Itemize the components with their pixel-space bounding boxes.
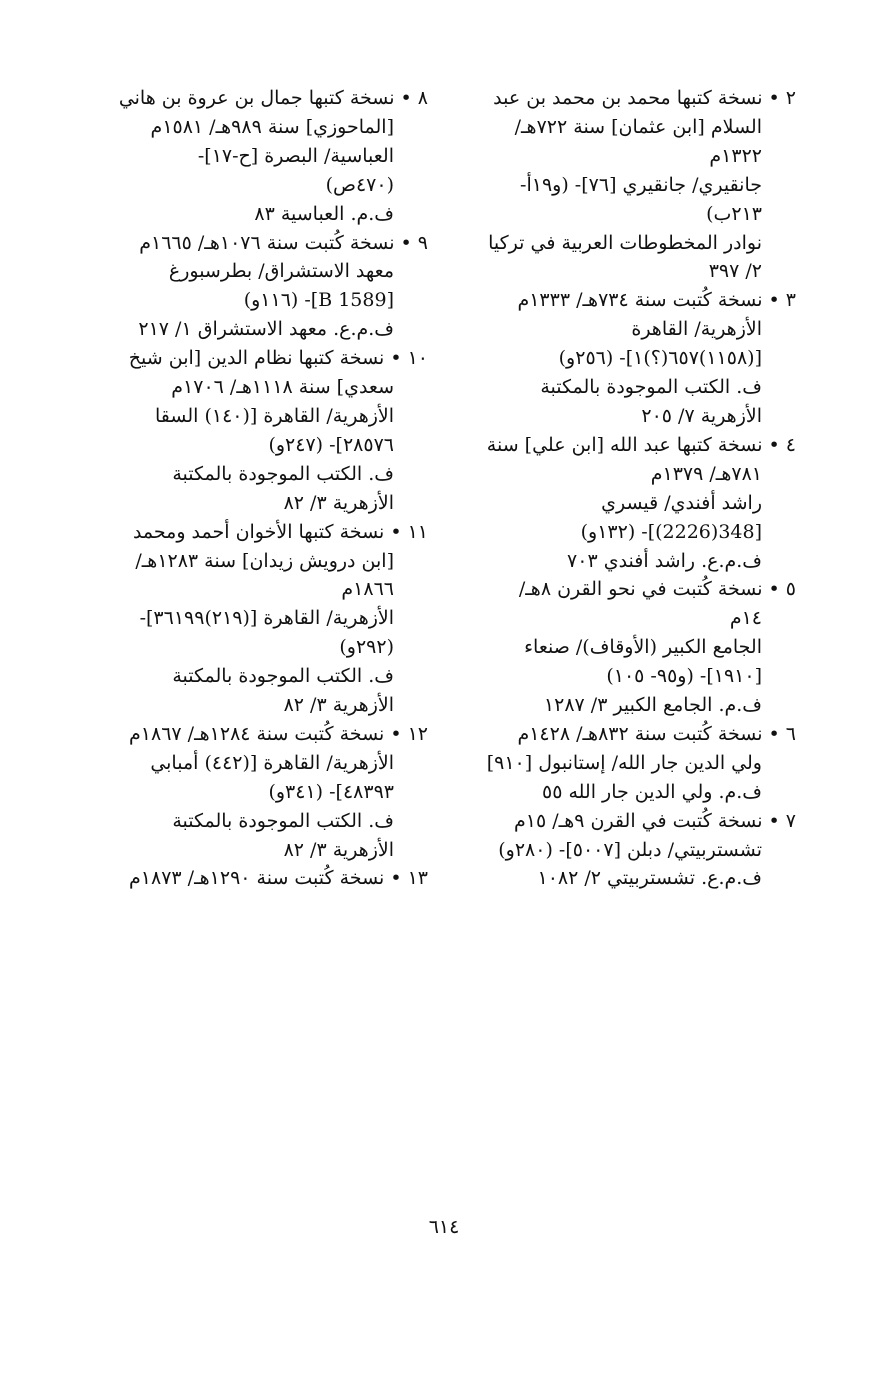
entry-first-line xyxy=(446,84,796,113)
entry-number: ٦ xyxy=(785,722,796,745)
entry-first-line xyxy=(66,344,428,373)
entry-first-line xyxy=(446,575,796,604)
entry-line: [١٩١٠]- (و٩٥- ١٠٥) xyxy=(606,665,762,688)
entry-line: [(١١٥٨)٦٥٧(؟)١]- (٢٥٦و) xyxy=(558,347,762,370)
manuscript-entry xyxy=(66,864,428,893)
entry-first-line xyxy=(446,807,796,836)
entry-number: ١٠ xyxy=(407,347,428,370)
entry-line: الأزهرية/ القاهرة xyxy=(631,318,762,341)
entry-line: ١٤م xyxy=(729,607,762,630)
entry-text: نسخة كُتبت سنة ٧٣٤هـ/ ١٣٣٣م xyxy=(517,289,763,312)
entry-text: نسخة كُتبت سنة ١٠٧٦هـ/ ١٦٦٥م xyxy=(139,231,395,254)
entry-number: ٨ xyxy=(417,87,428,109)
entry-line: ٧٨١هـ/ ١٣٧٩م xyxy=(650,462,762,485)
right-column xyxy=(446,84,796,893)
entry-line: (٤٧٠ص) xyxy=(325,173,394,196)
manuscript-entry xyxy=(446,720,796,807)
entry-line: ف. الكتب الموجودة بالمكتبة xyxy=(540,376,762,399)
entry-line: ٤٨٣٩٣]- (٣٤١و) xyxy=(268,780,394,803)
entry-line: ١٨٦٦م xyxy=(341,578,394,601)
entry-first-line xyxy=(446,720,796,749)
entry-line: ف.م. ولي الدين جار الله ٥٥ xyxy=(541,780,762,803)
entry-line: الأزهرية/ القاهرة [(٢١٩)٣٦١٩٩]- xyxy=(139,607,394,630)
entry-line: [ابن درويش زيدان] سنة ١٢٨٣هـ/ xyxy=(135,549,394,572)
entry-line: نوادر المخطوطات العربية في تركيا xyxy=(488,231,762,254)
entry-number: ٤ xyxy=(785,433,796,456)
entry-text: نسخة كُتبت سنة ١٢٩٠هـ/ ١٨٧٣م xyxy=(129,867,385,890)
entry-line: الأزهرية/ القاهرة [(٤٤٢) أمبابي xyxy=(150,751,394,774)
entry-line: العباسية/ البصرة [ح-١٧]- xyxy=(197,144,394,167)
entry-line: ٢٨٥٧٦]- (٢٤٧و) xyxy=(268,433,394,456)
manuscript-entry xyxy=(446,431,796,576)
entry-line: ٢/ ٣٩٧ xyxy=(708,260,762,283)
entry-line: راشد أفندي/ قيسري xyxy=(601,491,762,514)
bullet-icon: • xyxy=(390,520,402,543)
entry-first-line xyxy=(66,864,428,893)
entry-first-line xyxy=(66,229,428,258)
page-number: ٦١٤ xyxy=(428,1216,460,1238)
entry-text: نسخة كُتبت سنة ١٢٨٤هـ/ ١٨٦٧م xyxy=(129,722,385,745)
bullet-icon: • xyxy=(768,289,780,312)
entry-number: ٥ xyxy=(785,578,796,601)
entry-number: ٢ xyxy=(785,87,796,109)
entry-number: ٧ xyxy=(785,809,796,832)
entry-number: ٩ xyxy=(417,231,428,254)
entry-line: [348(2226)]- (١٣٢و) xyxy=(580,520,762,543)
entry-number: ١٢ xyxy=(407,722,428,745)
manuscript-entry xyxy=(446,807,796,894)
entry-line: ف.م.ع. معهد الاستشراق ١/ ٢١٧ xyxy=(138,318,394,341)
bullet-icon: • xyxy=(768,809,780,832)
entry-line: معهد الاستشراق/ بطرسبورغ xyxy=(168,260,394,283)
entry-line: الأزهرية ٣/ ٨٢ xyxy=(283,838,394,861)
entry-text: نسخة كُتبت في نحو القرن ٨هـ/ xyxy=(518,578,763,601)
entry-line: السلام [ابن عثمان] سنة ٧٢٢هـ/ xyxy=(514,115,762,138)
manuscript-entry xyxy=(446,575,796,720)
entry-line: جانقيري/ جانقيري [٧٦]- (و١٩أ- xyxy=(520,173,762,196)
entry-text: نسخة كُتبت سنة ٨٣٢هـ/ ١٤٢٨م xyxy=(517,722,763,745)
bullet-icon: • xyxy=(768,433,780,456)
entry-text: نسخة كتبها نظام الدين [ابن شيخ xyxy=(128,347,385,370)
bullet-icon: • xyxy=(390,867,402,890)
entry-number: ١٣ xyxy=(407,867,428,890)
manuscript-entry xyxy=(66,344,428,517)
entry-line: سعدي] سنة ١١١٨هـ/ ١٧٠٦م xyxy=(171,376,394,399)
bullet-icon: • xyxy=(768,87,780,109)
manuscript-entry xyxy=(446,84,796,286)
entry-line: ٢١٣ب) xyxy=(706,202,762,225)
entry-line: ف. الكتب الموجودة بالمكتبة xyxy=(172,462,394,485)
entry-number: ٣ xyxy=(785,289,796,312)
entry-first-line xyxy=(446,286,796,315)
entry-line: الأزهرية ٣/ ٨٢ xyxy=(283,694,394,717)
entry-first-line xyxy=(446,431,796,460)
entry-first-line xyxy=(66,84,428,113)
entry-text: نسخة كتبها عبد الله [ابن علي] سنة xyxy=(486,433,763,456)
entry-number: ١١ xyxy=(407,520,428,543)
entry-line: الأزهرية/ القاهرة [(١٤٠) السقا xyxy=(155,404,394,427)
bullet-icon: • xyxy=(768,722,780,745)
entry-first-line xyxy=(66,518,428,547)
entry-line: تشستربيتي/ دبلن [٥٠٠٧]- (٢٨٠و) xyxy=(498,838,762,861)
entry-text: نسخة كُتبت في القرن ٩هـ/ ١٥م xyxy=(514,809,763,832)
entry-first-line xyxy=(66,720,428,749)
bullet-icon: • xyxy=(390,722,402,745)
entry-line: ف.م. العباسية ٨٣ xyxy=(254,202,394,225)
manuscript-entry xyxy=(66,229,428,345)
manuscript-entry xyxy=(66,720,428,865)
entry-line: ف. الكتب الموجودة بالمكتبة xyxy=(172,809,394,832)
left-column xyxy=(66,84,428,893)
entry-line: ف.م. الجامع الكبير ٣/ ١٢٨٧ xyxy=(543,694,762,717)
entry-line: [الماحوزي] سنة ٩٨٩هـ/ ١٥٨١م xyxy=(150,115,394,138)
entry-line: ولي الدين جار الله/ إستانبول [٩١٠] xyxy=(486,751,762,774)
manuscript-entry xyxy=(446,286,796,431)
bullet-icon: • xyxy=(390,347,402,370)
bullet-icon: • xyxy=(400,231,412,254)
entry-text: نسخة كتبها جمال بن عروة بن هاني xyxy=(118,87,395,109)
bullet-icon: • xyxy=(400,87,412,109)
manuscript-entry xyxy=(66,84,428,229)
entry-line: ١٣٢٢م xyxy=(709,144,762,167)
entry-text: نسخة كتبها الأخوان أحمد ومحمد xyxy=(132,520,385,543)
entry-line: ف. الكتب الموجودة بالمكتبة xyxy=(172,665,394,688)
entry-line: الأزهرية ٧/ ٢٠٥ xyxy=(641,404,762,427)
entry-line: (٢٩٢و) xyxy=(339,636,394,659)
entry-line: ف.م.ع. تشستربيتي ٢/ ١٠٨٢ xyxy=(537,867,762,890)
entry-line: ف.م.ع. راشد أفندي ٧٠٣ xyxy=(567,549,762,572)
manuscript-entry xyxy=(66,518,428,720)
entry-line: [B 1589]- (١١٦و) xyxy=(243,289,394,312)
entry-line: الجامع الكبير (الأوقاف)/ صنعاء xyxy=(524,636,762,659)
bullet-icon: • xyxy=(768,578,780,601)
entry-line: الأزهرية ٣/ ٨٢ xyxy=(283,491,394,514)
entry-text: نسخة كتبها محمد بن محمد بن عبد xyxy=(493,87,763,109)
